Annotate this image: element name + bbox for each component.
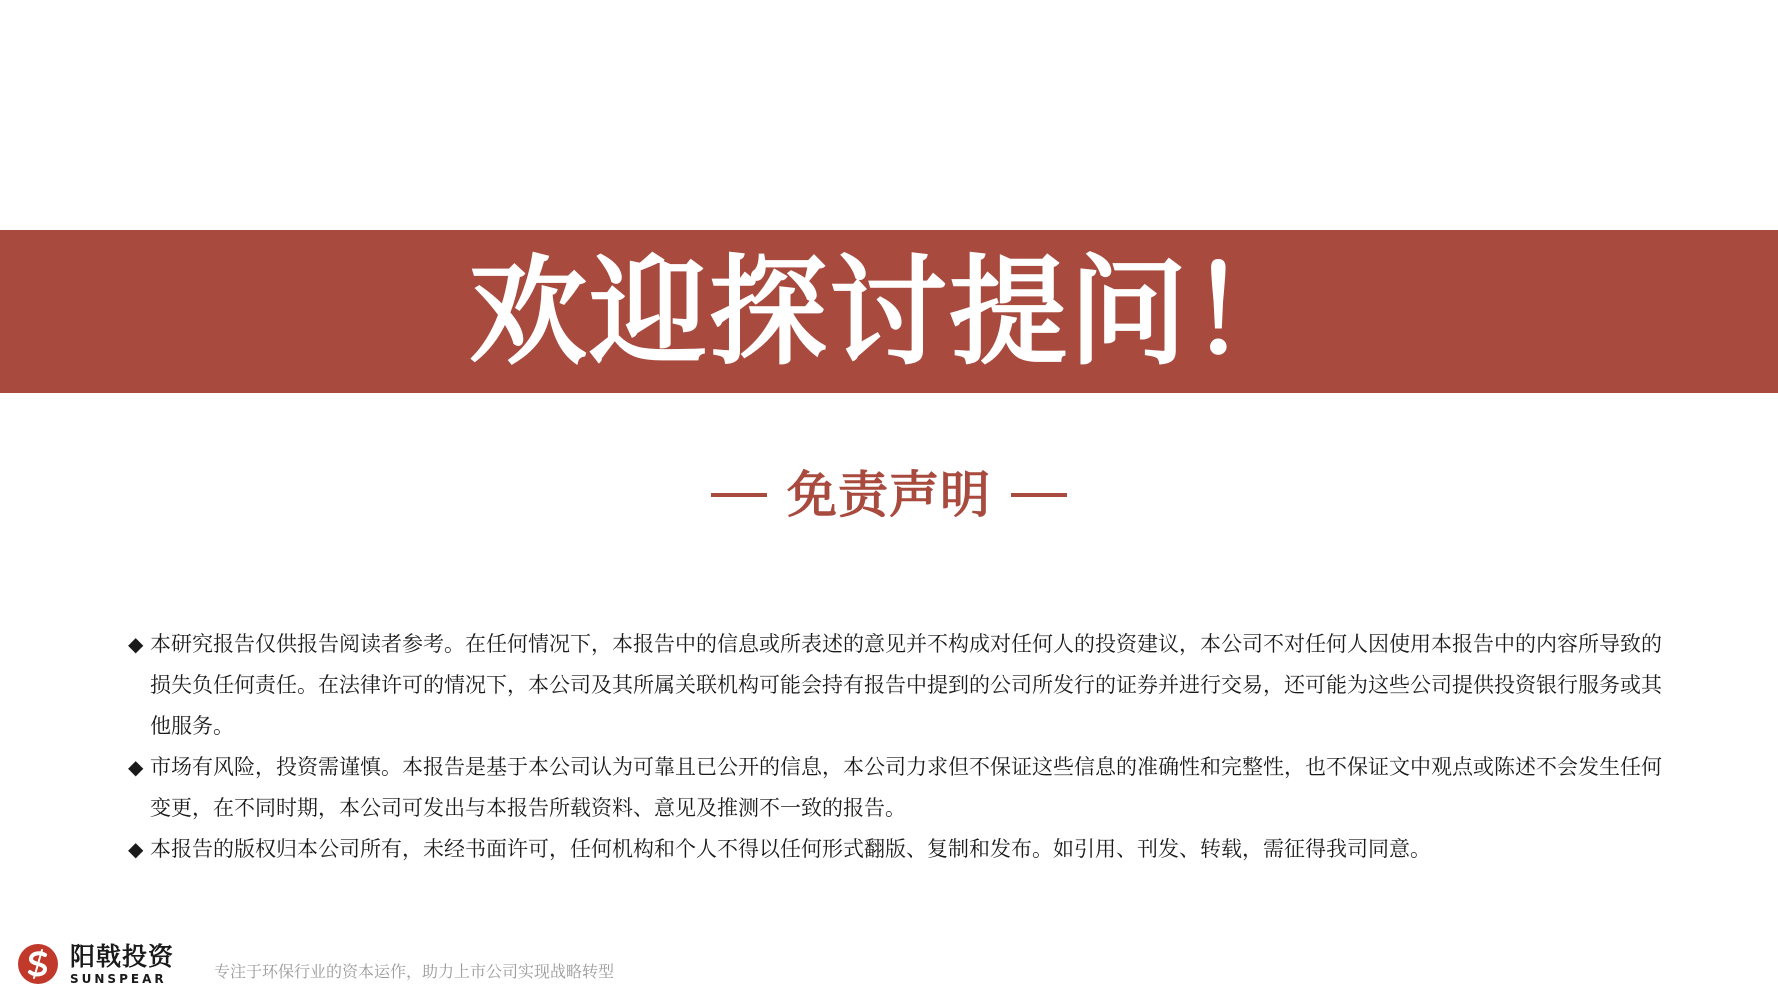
disclaimer-text: 本报告的版权归本公司所有，未经书面许可，任何机构和个人不得以任何形式翻版、复制和发布。如引用、刊发、转载，需征得我司同意。 [150,837,1431,861]
diamond-bullet-icon: ◆ [128,755,144,779]
diamond-bullet-icon: ◆ [128,632,144,656]
footer-slogan: 专注于环保行业的资本运作，助力上市公司实现战略转型 [214,961,615,981]
disclaimer-item [128,624,1668,747]
sunspear-logo-icon [18,944,58,984]
disclaimer-title: 免责声明 [787,466,991,524]
logo-english-name: SUNSPEAR [70,971,167,986]
logo-s-shape-icon [18,944,58,984]
footer [18,940,614,988]
logo-wordmark [70,941,175,986]
disclaimer-text: 市场有风险，投资需谨慎。本报告是基于本公司认为可靠且已公开的信息，本公司力求但不保证这些信息的准确性和完整性，也不保证文中观点或陈述不会发生任何变更，在不同时期，本公司可发出与本报告所载资料、意见及推测不一致的报告。 [150,755,1662,820]
disclaimer-heading [0,466,1778,524]
welcome-banner [0,230,1778,393]
heading-left-dash [711,493,767,497]
disclaimer-item [128,747,1668,829]
banner-title: 欢迎探讨提问！ [468,242,1309,381]
diamond-bullet-icon: ◆ [128,837,144,861]
disclaimer-list [128,624,1668,870]
heading-right-dash [1011,493,1067,497]
disclaimer-text: 本研究报告仅供报告阅读者参考。在任何情况下，本报告中的信息或所表述的意见并不构成对任何人的投资建议，本公司不对任何人因使用本报告中的内容所导致的损失负任何责任。在法律许可的情况下，本公司及其所属关联机构可能会持有报告中提到的公司所发行的证券并进行交易，还可能为这些公司提供投资银行服务或其他服务。 [150,632,1662,738]
disclaimer-item [128,829,1668,870]
logo-chinese-name: 阳戟投资 [70,941,175,971]
